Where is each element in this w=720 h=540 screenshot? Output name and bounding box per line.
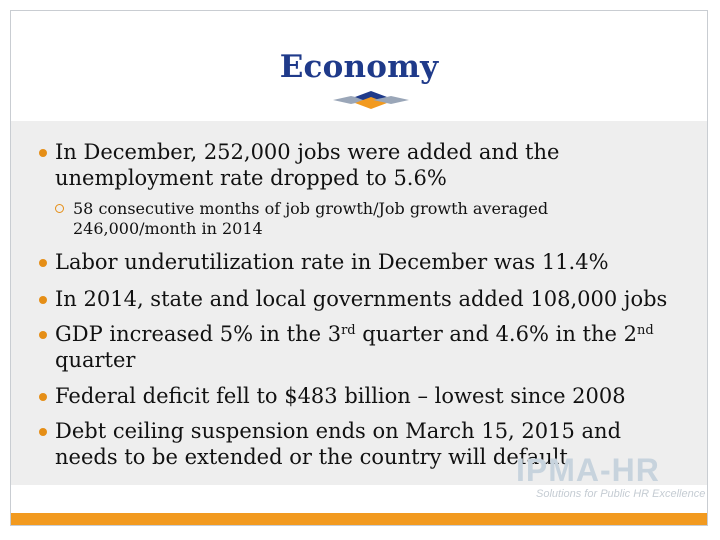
bullet-jobs-added: In December, 252,000 jobs were added and the unemployment rate dropped to 5.6% bbox=[55, 139, 595, 191]
bullet-underutilization: Labor underutilization rate in December was 11.4% bbox=[55, 249, 685, 275]
bullet-icon bbox=[39, 296, 47, 304]
bullet-state-local-jobs: In 2014, state and local governments added 108,000 jobs bbox=[55, 286, 695, 312]
slide-title: Economy bbox=[279, 49, 439, 85]
footer-accent-bar bbox=[11, 513, 707, 525]
title-ornament-icon bbox=[329, 89, 413, 111]
bullet-icon bbox=[39, 393, 47, 401]
bullet-gdp: GDP increased 5% in the 3rd quarter and 4.6% in the 2nd quarter bbox=[55, 321, 680, 373]
bullet-icon bbox=[39, 149, 47, 157]
sub-bullet-icon bbox=[55, 204, 64, 213]
bullet-icon bbox=[39, 428, 47, 436]
bullet-debt-ceiling: Debt ceiling suspension ends on March 15, 2015 and needs to be extended or the country will default bbox=[55, 418, 680, 470]
content-panel bbox=[11, 121, 707, 485]
sub-bullet-job-growth: 58 consecutive months of job growth/Job growth averaged 246,000/month in 2014 bbox=[73, 199, 593, 239]
bullet-icon bbox=[39, 331, 47, 339]
bullet-federal-deficit: Federal deficit fell to $483 billion – lowest since 2008 bbox=[55, 383, 695, 409]
logo-tagline: Solutions for Public HR Excellence bbox=[536, 488, 706, 500]
ipma-hr-logo: IPMA-HR bbox=[516, 452, 660, 488]
bullet-icon bbox=[39, 259, 47, 267]
slide-frame bbox=[10, 10, 708, 526]
